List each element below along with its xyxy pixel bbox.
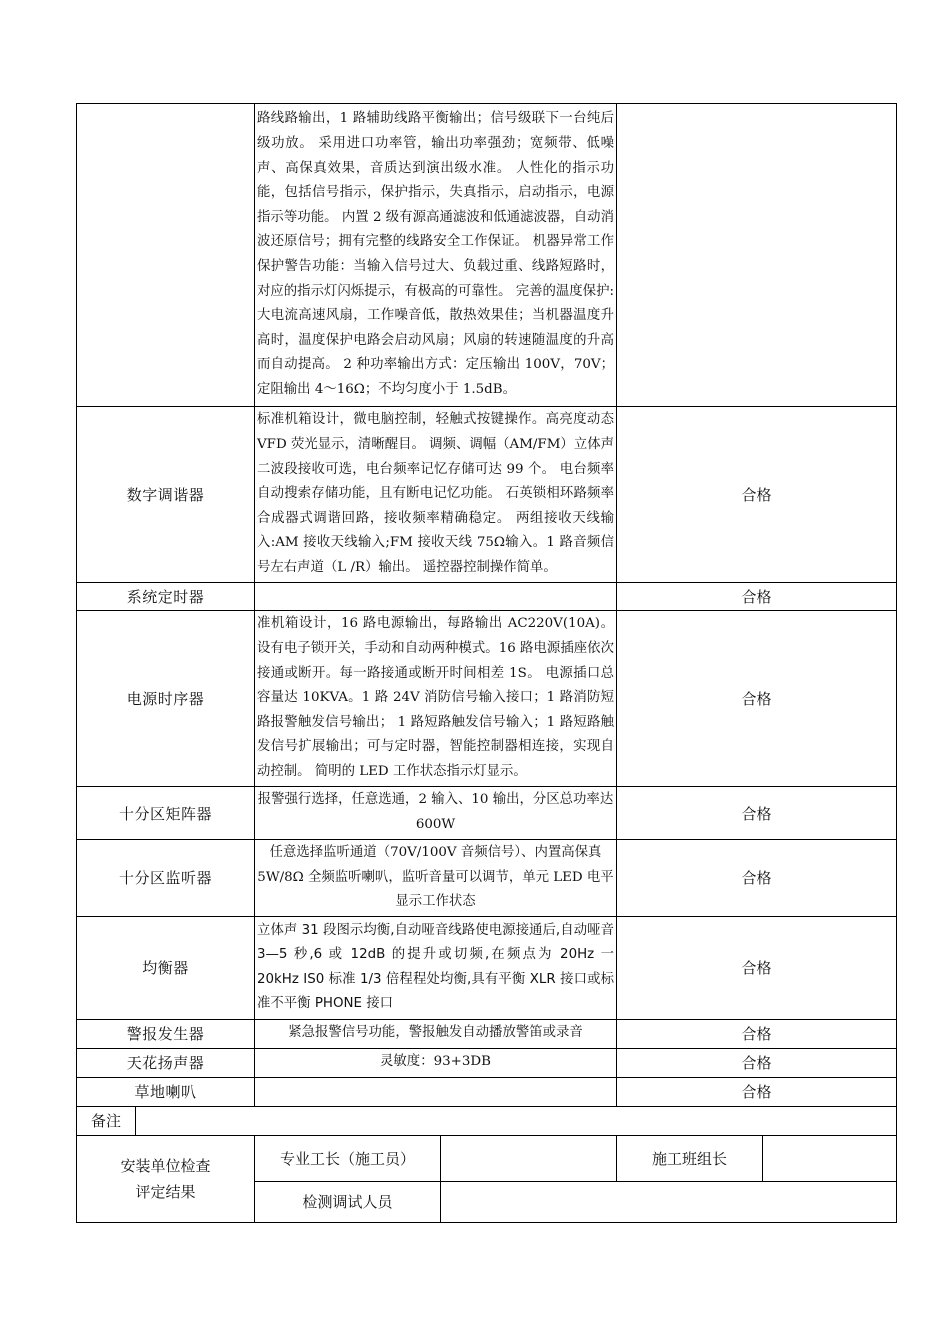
inspection-result-cell: 合格 <box>617 1019 897 1048</box>
equipment-spec-cell <box>255 1077 617 1106</box>
inspection-result-cell <box>617 104 897 407</box>
inspection-result-cell: 合格 <box>617 1048 897 1077</box>
foreman-label: 专业工长（施工员） <box>255 1135 441 1181</box>
foreman-signature-field[interactable] <box>441 1135 617 1181</box>
equipment-name-cell: 均衡器 <box>77 916 255 1019</box>
equipment-spec-cell: 任意选择监听通道（70V/100V 音频信号）、内置高保真 5W/8Ω 全频监听喇叭，监听音量可以调节，单元 LED 电平显示工作状态 <box>255 840 617 917</box>
table-row <box>77 104 897 407</box>
installer-evaluation-label-line2: 评定结果 <box>135 1182 196 1201</box>
equipment-name-cell: 天花扬声器 <box>77 1048 255 1077</box>
equipment-name-cell: 十分区矩阵器 <box>77 787 255 840</box>
equipment-name-cell: 警报发生器 <box>77 1019 255 1048</box>
table-row <box>77 407 897 583</box>
table-row <box>77 1019 897 1048</box>
equipment-spec-cell: 路线路输出，1 路辅助线路平衡输出；信号级联下一台纯后级功放。 采用进口功率管，输出功率强劲；宽频带、低噪声、高保真效果，音质达到演出级水准。 人性化的指示功能，包括信号指示，保护指示，失真指示，启动指示，电源指示等功能。 内置 2 级有源高通滤波和低通滤波器，自动消波还原信号；拥有完整的线路安全工作保证。 机器异常工作保护警告功能：当输入信号过大、负载过重、线路短路时，对应的指示灯闪烁提示，有极高的可靠性。 完善的温度保护:大电流高速风扇，工作噪音低，散热效果佳；当机器温度升高时，温度保护电路会启动风扇；风扇的转速随温度的升高而自动提高。 2 种功率输出方式：定压输出 100V，70V；定阻输出 4～16Ω；不均匀度小于 1.5dB。 <box>255 104 617 407</box>
table-row <box>77 916 897 1019</box>
tester-label: 检测调试人员 <box>255 1181 441 1222</box>
table-row <box>77 840 897 917</box>
equipment-spec-cell <box>255 583 617 611</box>
equipment-spec-cell: 紧急报警信号功能，警报触发自动播放警笛或录音 <box>255 1019 617 1048</box>
table-row <box>77 1077 897 1106</box>
equipment-name-cell: 电源时序器 <box>77 611 255 787</box>
inspection-record-sheet <box>76 103 896 1223</box>
equipment-name-cell: 草地喇叭 <box>77 1077 255 1106</box>
equipment-name-cell <box>77 104 255 407</box>
equipment-spec-cell: 灵敏度：93+3DB <box>255 1048 617 1077</box>
inspection-result-cell: 合格 <box>617 611 897 787</box>
signoff-row <box>77 1135 897 1181</box>
remarks-row <box>77 1106 897 1135</box>
inspection-result-cell: 合格 <box>617 787 897 840</box>
equipment-name-cell: 系统定时器 <box>77 583 255 611</box>
equipment-spec-cell: 立体声 31 段图示均衡,自动哑音线路使电源接通后,自动哑音 3—5 秒,6 或 12dB 的提升或切频,在频点为 20Hz 一 20kHz IS0 标准 1/3 倍程程处均衡,具有平衡 XLR 接口或标准不平衡 PHONE 接口 <box>255 916 617 1019</box>
table-row <box>77 583 897 611</box>
equipment-spec-cell: 标准机箱设计，微电脑控制，轻触式按键操作。高亮度动态 VFD 荧光显示，清晰醒目。 调频、调幅（AM/FM）立体声二波段接收可选，电台频率记忆存储可达 99 个。 电台频率自动搜索存储功能，且有断电记忆功能。 石英锁相环路频率合成器式调谐回路，接收频率精确稳定。 两组接收天线输入:AM 接收天线输入;FM 接收天线 75Ω输入。1 路音频信号左右声道（L /R）输出。 遥控器控制操作简单。 <box>255 407 617 583</box>
installer-evaluation-label-line1: 安装单位检查 <box>120 1156 211 1175</box>
installer-evaluation-label <box>77 1135 255 1222</box>
remarks-field[interactable] <box>136 1106 897 1135</box>
equipment-name-cell: 数字调谐器 <box>77 407 255 583</box>
team-leader-label: 施工班组长 <box>617 1135 763 1181</box>
inspection-result-cell: 合格 <box>617 1077 897 1106</box>
equipment-spec-cell: 准机箱设计，16 路电源输出，每路输出 AC220V(10A)。设有电子锁开关，手动和自动两种模式。16 路电源插座依次接通或断开。每一路接通或断开时间相差 1S。 电源插口总容量达 10KVA。1 路 24V 消防信号输入接口；1 路消防短路报警触发信号输出； 1 路短路触发信号输入；1 路短路触发信号扩展输出；可与定时器，智能控制器相连接，实现自动控制。 简明的 LED 工作状态指示灯显示。 <box>255 611 617 787</box>
inspection-result-cell: 合格 <box>617 840 897 917</box>
inspection-result-cell: 合格 <box>617 916 897 1019</box>
inspection-result-cell: 合格 <box>617 407 897 583</box>
equipment-inspection-table <box>76 103 897 1223</box>
table-row <box>77 787 897 840</box>
equipment-spec-cell: 报警强行选择，任意选通，2 输入、10 输出，分区总功率达 600W <box>255 787 617 840</box>
tester-signature-field[interactable] <box>441 1181 897 1222</box>
equipment-name-cell: 十分区监听器 <box>77 840 255 917</box>
team-leader-signature-field[interactable] <box>763 1135 897 1181</box>
inspection-result-cell: 合格 <box>617 583 897 611</box>
table-row <box>77 611 897 787</box>
table-row <box>77 1048 897 1077</box>
remarks-label: 备注 <box>77 1106 136 1135</box>
